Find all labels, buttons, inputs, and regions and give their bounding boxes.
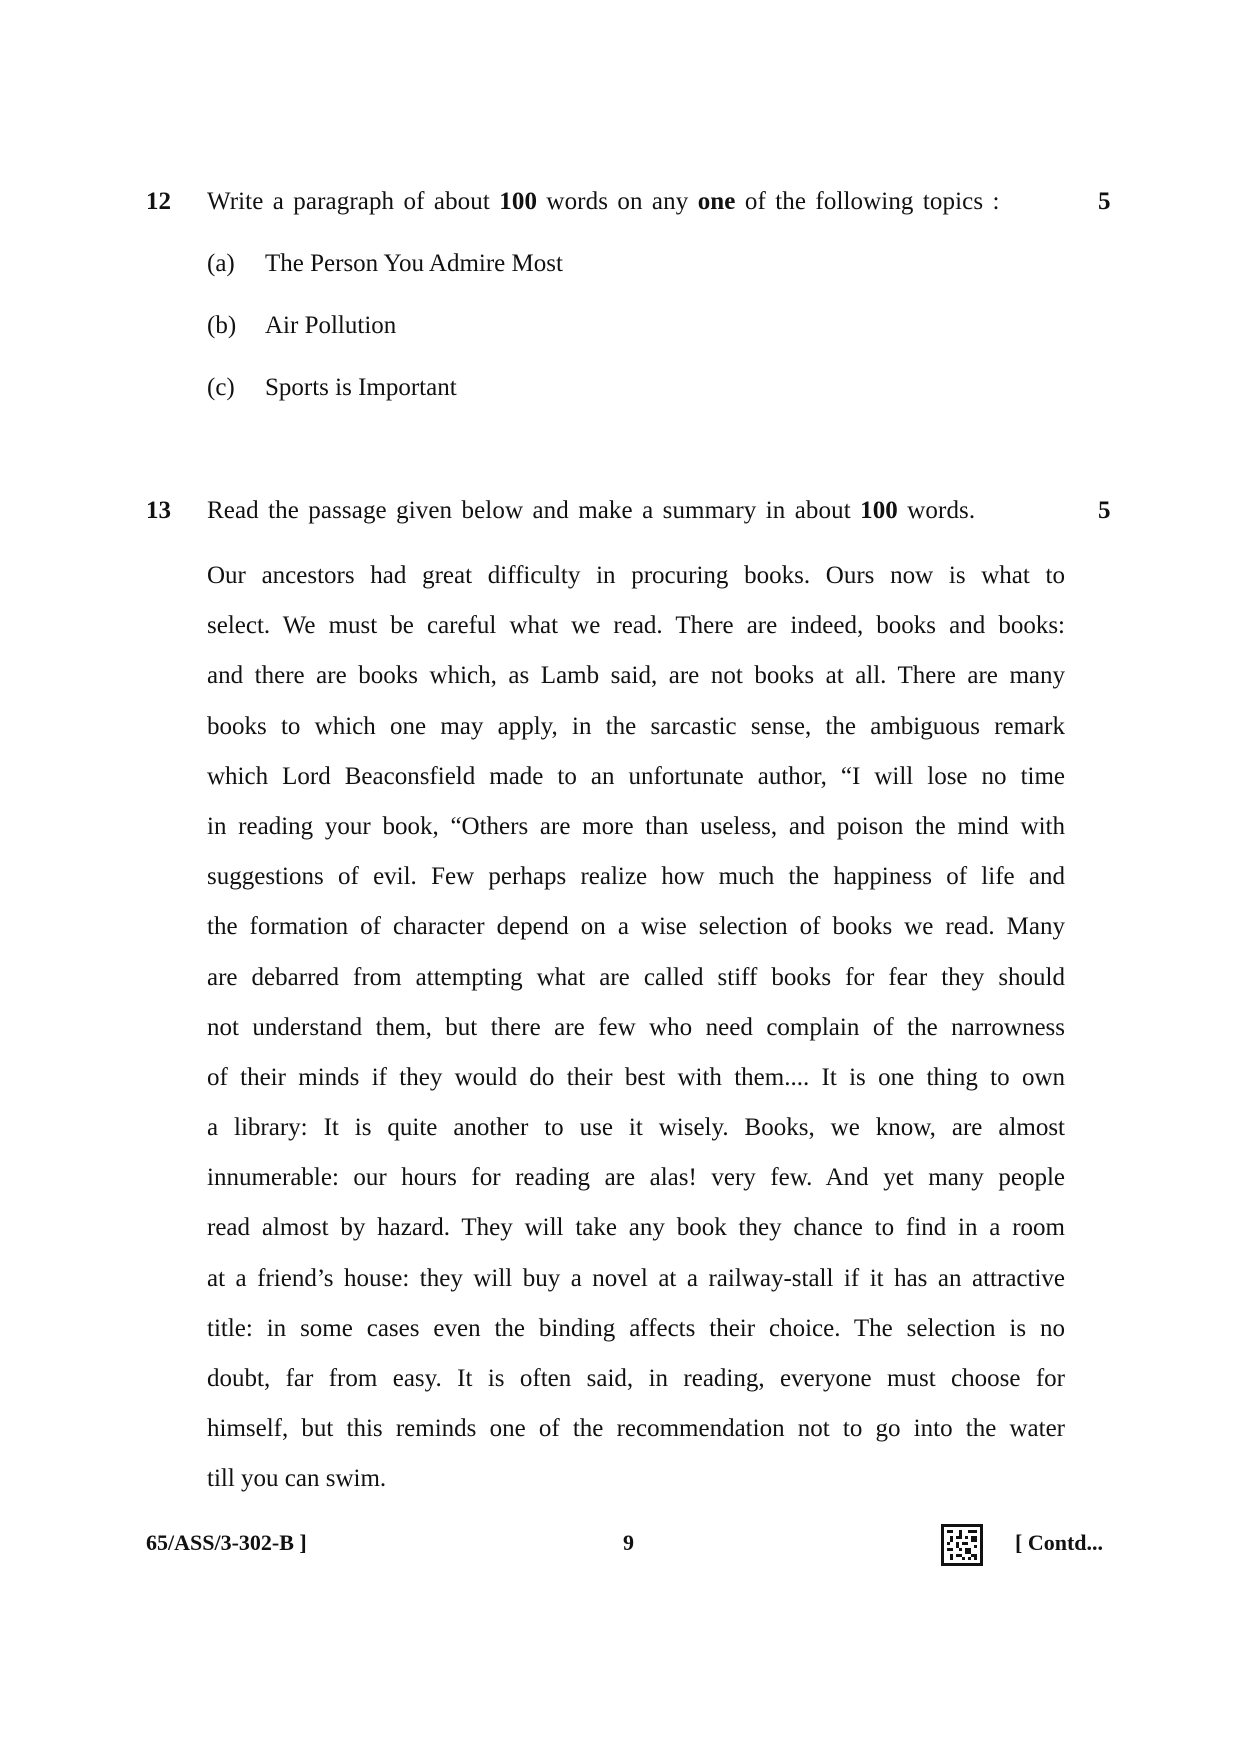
passage-line: not understand them, but there are few who need complain of the narrowness: [207, 1013, 1065, 1041]
passage-line: innumerable: our hours for reading are alas! very few. And yet many people: [207, 1164, 1065, 1192]
option-b: [207, 312, 396, 340]
passage: [207, 551, 1065, 1505]
passage-line: doubt, far from easy. It is often said, in reading, everyone must choose for: [207, 1365, 1065, 1392]
question-13-prompt-pre: Read the passage given below and make a summary in about: [207, 497, 861, 524]
qr-code-icon: [941, 1524, 983, 1566]
passage-line: select. We must be careful what we read. There are indeed, books and books:: [207, 612, 1065, 640]
question-12-prompt-pre: Write a paragraph of about: [207, 188, 500, 215]
passage-line: books to which one may apply, in the sarcastic sense, the ambiguous remark: [207, 712, 1065, 740]
option-a: [207, 250, 563, 278]
question-12-prompt: [207, 188, 1077, 216]
question-12-one-emphasis: one: [697, 188, 736, 215]
passage-line: a library: It is quite another to use it wisely. Books, we know, are almost: [207, 1114, 1065, 1142]
question-12-marks: 5: [1098, 188, 1111, 215]
passage-line: himself, but this reminds one of the recommendation not to go into the water: [207, 1415, 1065, 1443]
passage-line: at a friend’s house: they will buy a novel at a railway-stall if it has an attractive: [207, 1264, 1065, 1292]
question-12-prompt-mid: words on any: [537, 188, 698, 215]
option-a-label: (a): [207, 250, 235, 277]
passage-line: which Lord Beaconsfield made to an unfortunate author, “I will lose no time: [207, 762, 1065, 790]
continued-label: [ Contd...: [1015, 1530, 1104, 1555]
passage-line: in reading your book, “Others are more than useless, and poison the mind with: [207, 812, 1065, 840]
paper-code: 65/ASS/3-302-B ]: [146, 1530, 307, 1555]
passage-line: read almost by hazard. They will take any book they chance to find in a room: [207, 1214, 1065, 1242]
question-13-prompt: [207, 497, 1077, 525]
option-a-text: The Person You Admire Most: [265, 250, 563, 277]
question-13-marks: 5: [1098, 497, 1111, 524]
option-c-text: Sports is Important: [265, 374, 457, 401]
question-13-word-count: 100: [860, 497, 898, 524]
page-number: 9: [623, 1530, 634, 1555]
question-13-number: 13: [146, 497, 171, 524]
passage-line: title: in some cases even the binding affects their choice. The selection is no: [207, 1314, 1065, 1342]
question-12-prompt-post: of the following topics :: [735, 188, 1000, 215]
option-c-label: (c): [207, 374, 235, 401]
option-b-label: (b): [207, 312, 237, 339]
option-c: [207, 374, 457, 402]
passage-line: Our ancestors had great difficulty in procuring books. Ours now is what to: [207, 562, 1065, 589]
passage-line: suggestions of evil. Few perhaps realize how much the happiness of life and: [207, 863, 1065, 891]
passage-line: of their minds if they would do their best with them.... It is one thing to own: [207, 1063, 1065, 1091]
passage-line: are debarred from attempting what are called stiff books for fear they should: [207, 963, 1065, 991]
question-12-word-count: 100: [499, 188, 538, 215]
passage-line: the formation of character depend on a wise selection of books we read. Many: [207, 913, 1065, 941]
passage-line: and there are books which, as Lamb said, are not books at all. There are many: [207, 662, 1065, 690]
option-b-text: Air Pollution: [265, 312, 397, 339]
passage-line: till you can swim.: [207, 1465, 387, 1493]
question-12-number: 12: [146, 188, 171, 215]
question-13-prompt-post: words.: [897, 497, 976, 524]
